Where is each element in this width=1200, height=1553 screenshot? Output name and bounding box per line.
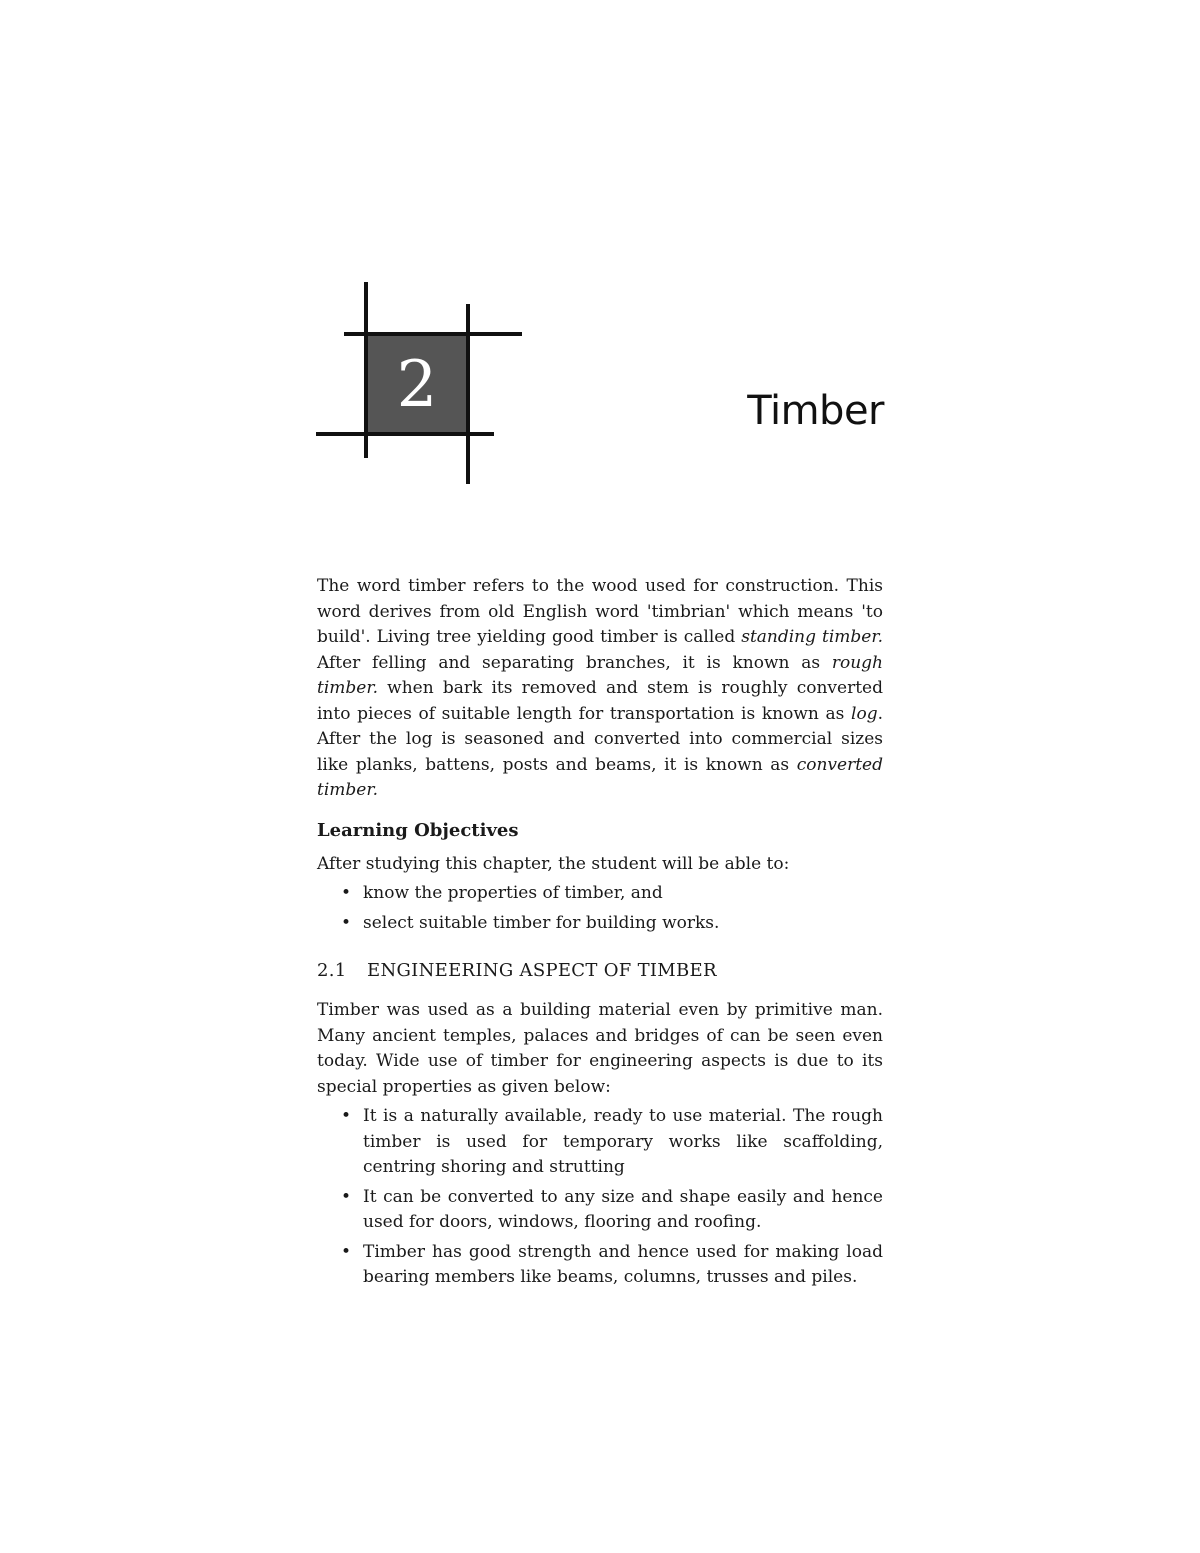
term-rough-timber: rough timber. (317, 652, 883, 698)
properties-list (317, 1104, 883, 1291)
term-standing-timber: standing timber. (741, 627, 883, 647)
objectives-list (317, 881, 883, 936)
intro-paragraph (317, 574, 883, 804)
emblem-horizontal-line-top (344, 332, 522, 336)
section-title: ENGINEERING ASPECT OF TIMBER (367, 960, 717, 981)
bullet-icon: • (341, 883, 352, 903)
bullet-icon: • (341, 1186, 352, 1207)
emblem-vertical-line-right (466, 304, 470, 484)
list-item (341, 1104, 883, 1181)
section-number: 2.1 (317, 960, 347, 981)
learning-objectives-heading: Learning Objectives (317, 819, 519, 841)
property-text: Timber has good strength and hence used for making load bearing members like beams, columns, trusses and piles. (363, 1241, 883, 1287)
property-text: It can be converted to any size and shape easily and hence used for doors, windows, flooring and roofing. (363, 1186, 883, 1232)
bullet-icon: • (341, 1241, 352, 1262)
intro-text-3: when bark its removed and stem is roughly converted into pieces of suitable length for transportation is known as (317, 678, 883, 724)
objective-text: select suitable timber for building works. (363, 912, 720, 933)
term-log: log (851, 703, 878, 724)
term-converted-timber: converted timber. (317, 754, 883, 800)
list-item (341, 1185, 883, 1236)
objective-text: know the properties of timber, and (363, 883, 663, 903)
chapter-title: Timber (747, 388, 884, 434)
property-text: It is a naturally available, ready to use material. The rough timber is used for temporary works like scaffolding, centring shoring and strutting (363, 1106, 883, 1177)
objectives-lead: After studying this chapter, the student will be able to: (317, 853, 790, 874)
list-item (341, 881, 883, 907)
chapter-number-emblem (316, 282, 522, 484)
list-item (341, 1240, 883, 1291)
chapter-body (317, 574, 883, 1295)
list-item (341, 911, 883, 937)
bullet-icon: • (341, 1106, 352, 1126)
intro-text-2: After felling and separating branches, it is known as (317, 652, 832, 673)
intro-text-4: . After the log is seasoned and converted into commercial sizes like planks, battens, posts and beams, it is known as (317, 703, 883, 775)
emblem-horizontal-line-bottom (316, 432, 494, 436)
chapter-number: 2 (396, 348, 438, 422)
section-heading (317, 958, 883, 984)
intro-text-1: The word timber refers to the wood used for construction. This word derives from old English word 'timbrian' which means 'to build'. Living tree yielding good timber is called (317, 576, 883, 647)
bullet-icon: • (341, 912, 352, 933)
section-paragraph: Timber was used as a building material even by primitive man. Many ancient temples, palaces and bridges of can be seen even today. Wide use of timber for engineering aspects is due to its special properties as given below: (317, 1000, 883, 1097)
